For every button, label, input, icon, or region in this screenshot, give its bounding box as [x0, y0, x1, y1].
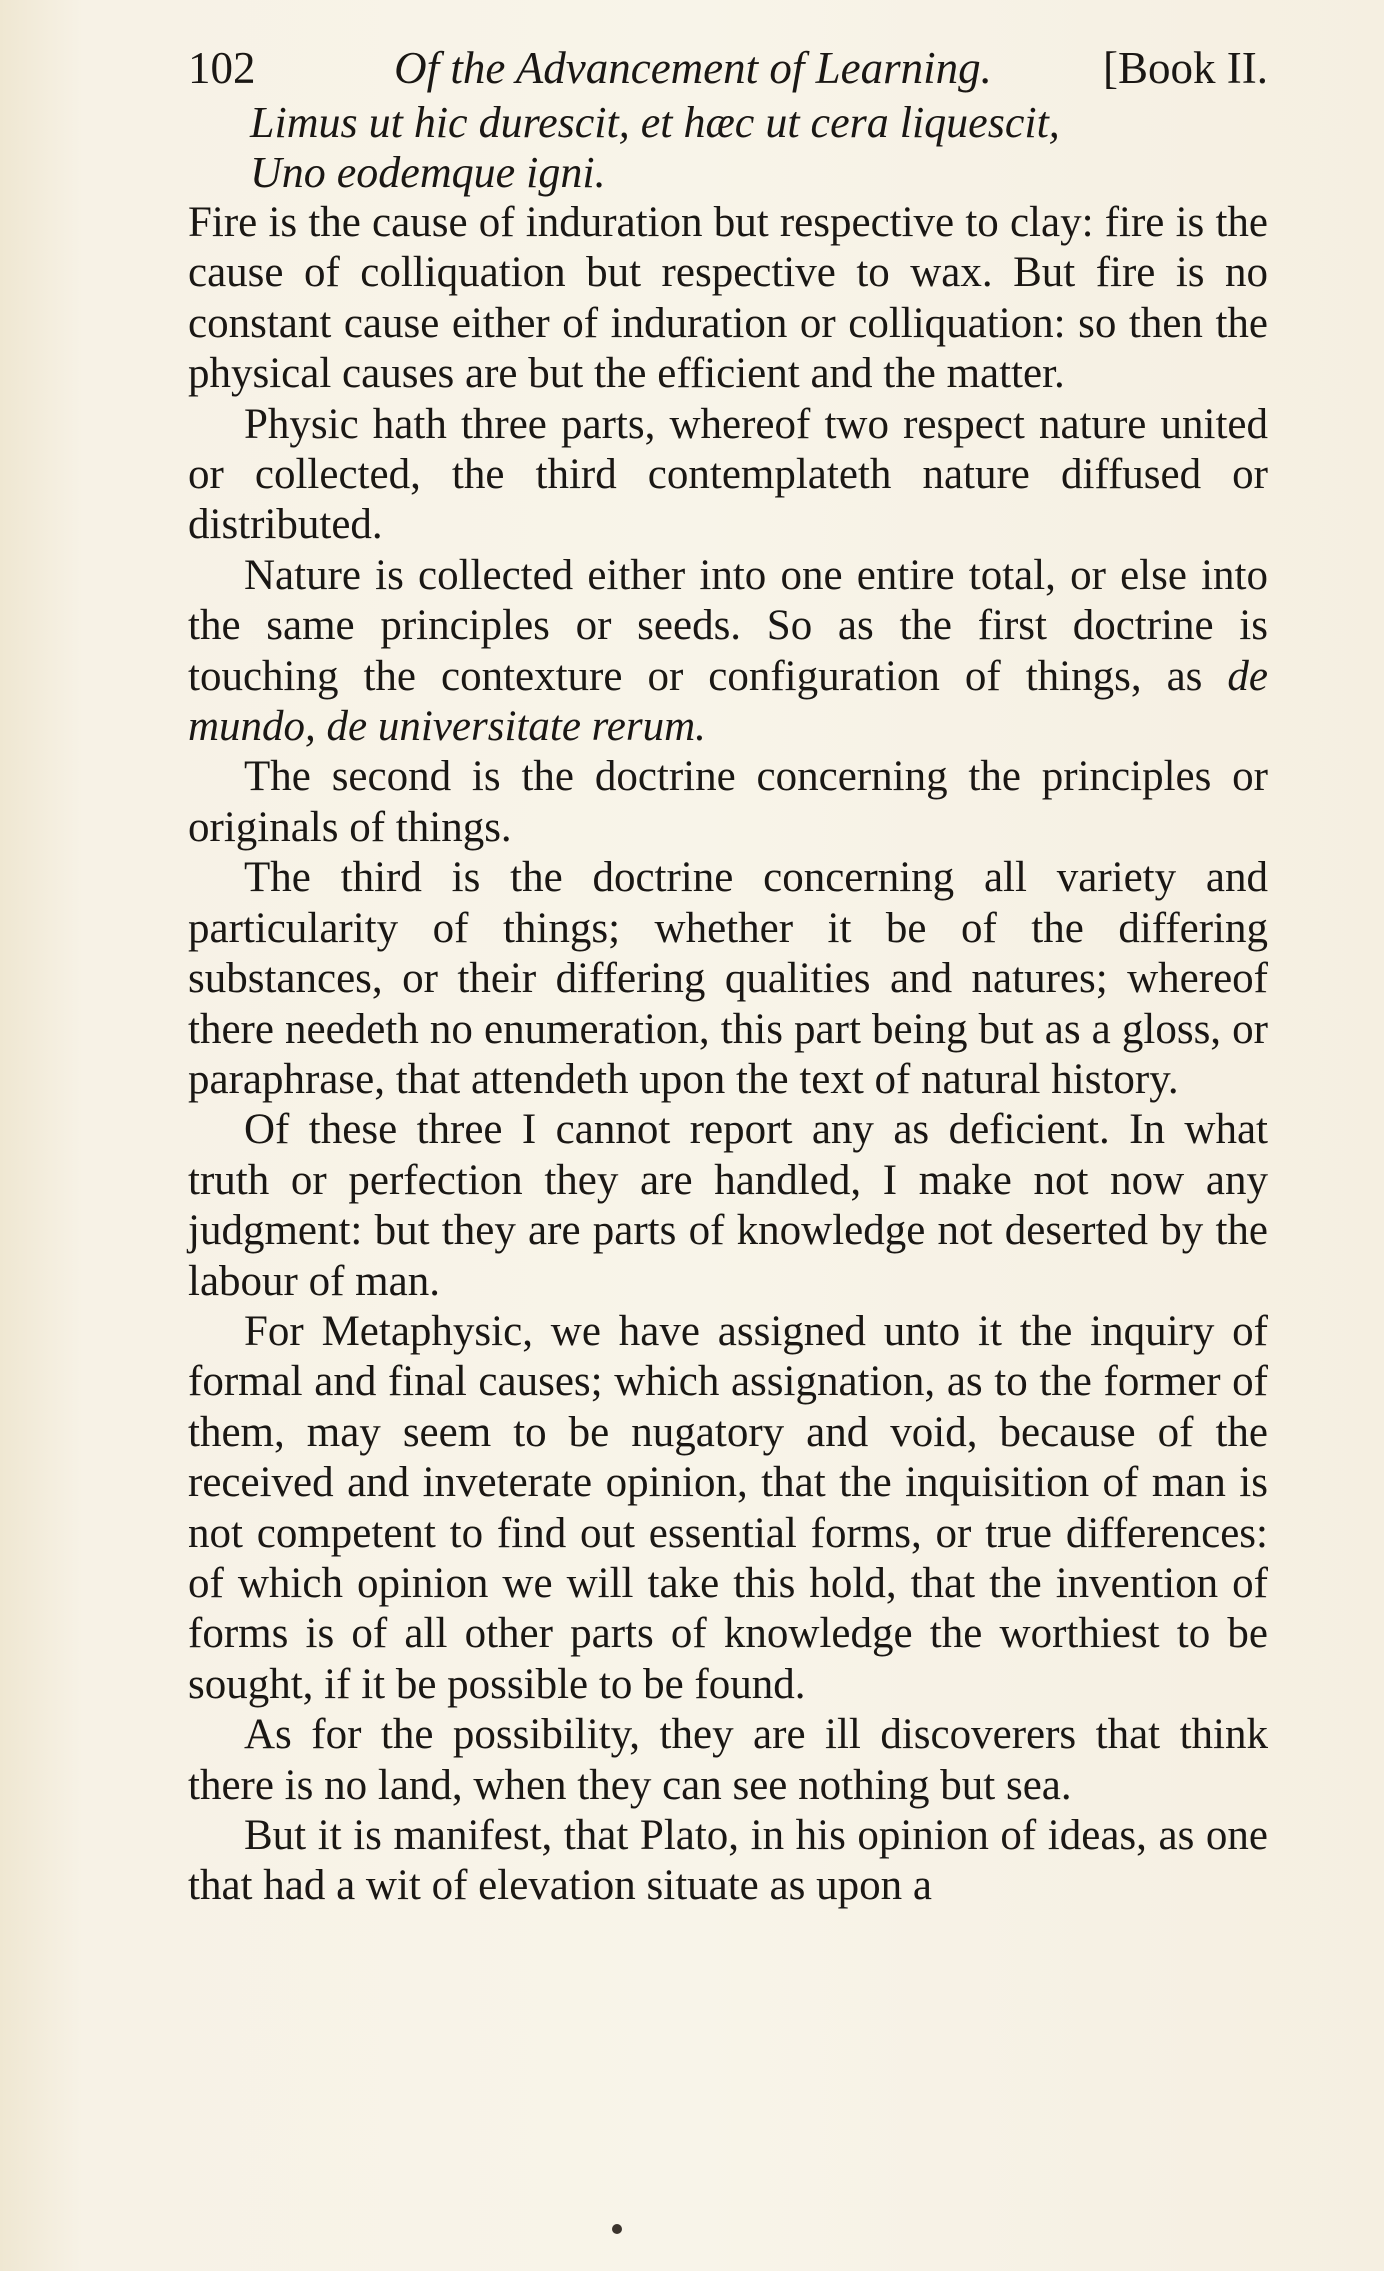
running-title: Of the Advancement of Learning.: [394, 43, 992, 93]
paragraph-6: Of these three I cannot report any as deficient. In what truth or perfection they are handled, I make not now any judgment: but they are parts of knowledge not deserted by the labour of man.: [188, 1106, 1268, 1305]
paragraph-3: [188, 551, 1268, 753]
page-header: [188, 38, 1268, 98]
paragraph-3-text: Nature is collected either into one entire total, or else into the same principles or seeds. So as the first doctrine is touching the contexture or configuration of things, as: [188, 551, 1268, 700]
paragraph-4: The second is the doctrine concerning the principles or originals of things.: [188, 753, 1268, 851]
paragraph-3-italic: de mundo, de universitate rerum.: [188, 652, 1269, 751]
footer-ink-mark: [612, 2224, 622, 2234]
paragraph-9: But it is manifest, that Plato, in his opinion of ideas, as one that had a wit of elevation situate as upon a: [188, 1812, 1268, 1910]
paragraph-5: The third is the doctrine concerning all variety and particularity of things; whether it be of the differing substances, or their differing qualities and natures; whereof there needeth no enumeration, this part being but as a gloss, or paraphrase, that attendeth upon the text of natural history.: [188, 854, 1268, 1103]
paragraph-2: Physic hath three parts, whereof two respect nature united or collected, the third contemplateth nature diffused or distributed.: [188, 400, 1268, 549]
page-number: 102: [188, 43, 256, 93]
section-label: [Book II.: [1103, 43, 1268, 93]
paragraph-7: For Metaphysic, we have assigned unto it the inquiry of formal and final causes; which assignation, as to the former of them, may seem to be nugatory and void, because of the received and inveterate opinion, that the inquisition of man is not competent to find out essential forms, or true differences: of which opinion we will take this hold, that the invention of forms is of all other parts of knowledge the worthiest to be sought, if it be possible to be found.: [188, 1307, 1268, 1708]
paragraph-8: As for the possibility, they are ill discoverers that think there is no land, when they can see nothing but sea.: [188, 1711, 1268, 1809]
verse-line-1: Limus ut hic durescit, et hæc ut cera liquescit,: [250, 98, 1060, 147]
verse-line-2: Uno eodemque igni.: [250, 148, 606, 197]
paragraph-1: Fire is the cause of induration but respective to clay: fire is the cause of colliquation but respective to wax. But fire is no constant cause either of induration or colliquation: so then the physical causes are but the efficient and the matter.: [188, 199, 1268, 398]
text-block: [188, 38, 1268, 1912]
latin-verse: [188, 98, 1268, 198]
